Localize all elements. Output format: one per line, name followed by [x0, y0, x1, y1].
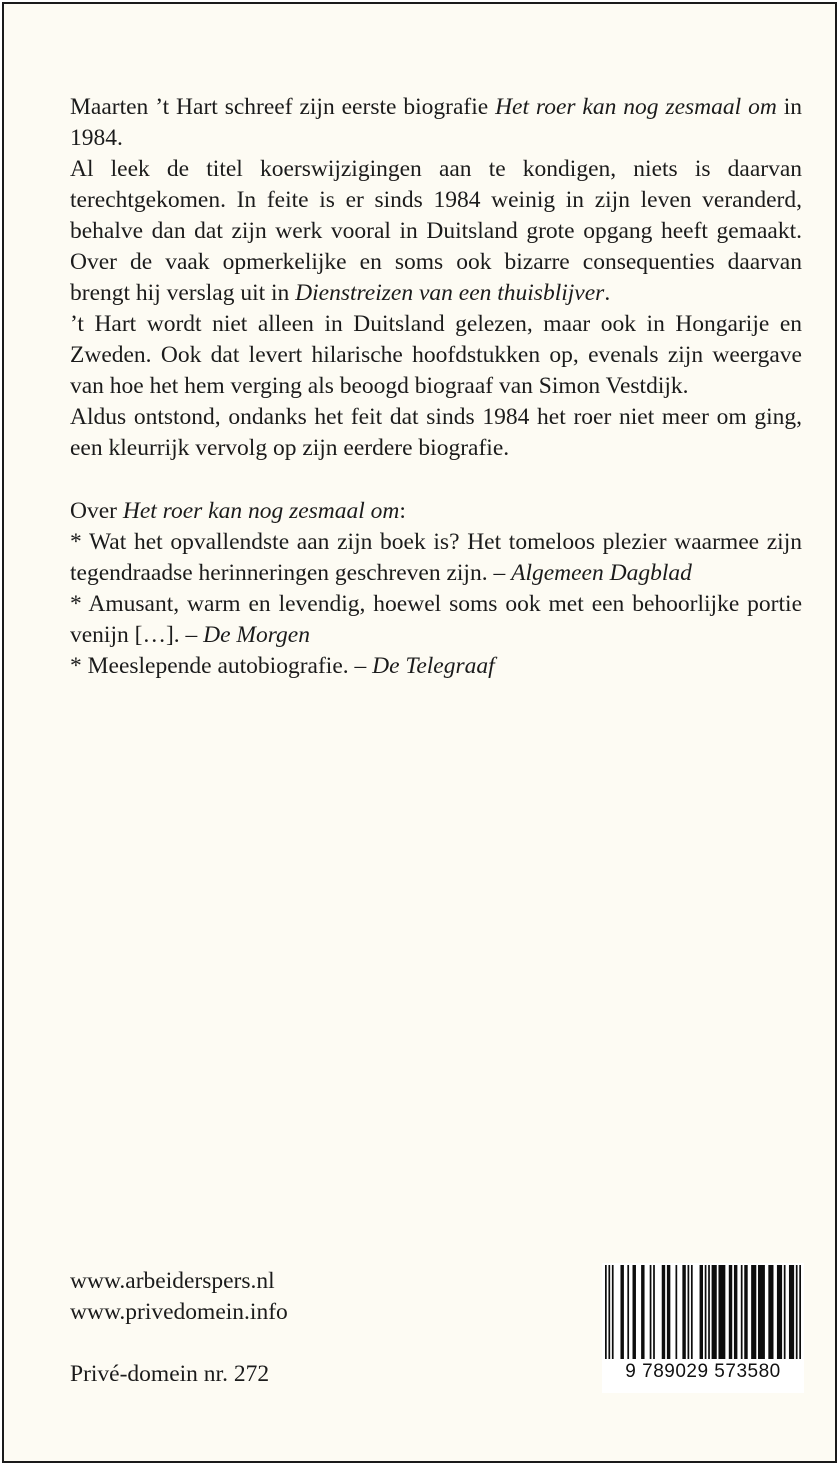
review-source: De Morgen	[203, 622, 310, 648]
reviews-intro-text: Over	[70, 498, 123, 524]
barcode-bar	[741, 1265, 743, 1359]
barcode-bar	[744, 1265, 747, 1359]
barcode-bar	[758, 1265, 765, 1359]
barcode-bar	[708, 1265, 710, 1359]
barcode-bar	[796, 1265, 798, 1359]
book-title: Het roer kan nog zesmaal om	[495, 94, 777, 120]
blurb-text-span: .	[604, 280, 611, 306]
blurb-text	[70, 92, 802, 682]
review-text: * Amusant, warm en levendig, hoewel soms ook met een behoorlijke portie venijn […]. –	[70, 591, 802, 648]
blurb-text-span: in 1984.	[70, 94, 803, 151]
barcode-bar	[729, 1265, 732, 1359]
barcode-bar	[688, 1265, 690, 1359]
isbn-barcode	[602, 1263, 804, 1393]
barcode-bar	[751, 1265, 756, 1359]
barcode-bars	[602, 1263, 804, 1363]
review-text: * Meeslepende autobiografie. –	[70, 653, 373, 679]
reviews-intro	[70, 496, 802, 527]
barcode-bar	[627, 1265, 629, 1359]
blurb-paragraph-3: ’t Hart wordt niet alleen in Duitsland gelezen, maar ook in Hongarije en Zweden. Ook dat levert hilarische hoofdstukken op, evenals zijn weergave van hoe het hem verging als beoogd biograaf van Simon Vestdijk.	[70, 311, 802, 399]
barcode-bar	[718, 1265, 725, 1359]
review-quote	[70, 527, 802, 589]
barcode-bar	[682, 1265, 685, 1359]
barcode-bar	[653, 1265, 655, 1359]
blurb-paragraph-2	[70, 154, 802, 309]
barcode-bar	[612, 1265, 614, 1359]
blurb-text-span: Al leek de titel koerswijzigingen aan te kondigen, niets is daarvan terechtgekomen. In feite is er sinds 1984 weinig in zijn leven veranderd, behalve dan dat zijn werk vooral in Duitsland grote opgang heeft gemaakt. Over de vaak opmerkelijke en soms ook bizarre consequenties daarvan brengt hij verslag uit in	[70, 156, 802, 306]
barcode-bar	[700, 1265, 703, 1359]
blurb-paragraph-4: Aldus ontstond, ondanks het feit dat sinds 1984 het roer niet meer om ging, een kleurrijk vervolg op zijn eerdere biografie.	[70, 404, 802, 461]
blurb-paragraph-1	[70, 92, 802, 154]
barcode-bar	[620, 1265, 623, 1359]
review-source: Algemeen Dagblad	[511, 560, 692, 586]
barcode-bar	[667, 1265, 670, 1359]
barcode-bar	[641, 1265, 644, 1359]
isbn-number: 9 789029 573580	[625, 1361, 781, 1382]
book-back-cover	[2, 2, 837, 1463]
paragraph-gap	[70, 464, 802, 496]
barcode-bar	[784, 1265, 786, 1359]
barcode-bar	[734, 1265, 737, 1359]
barcode-bar	[705, 1265, 707, 1359]
barcode-bar	[605, 1265, 607, 1359]
review-quote	[70, 651, 802, 682]
review-text: * Wat het opvallendste aan zijn boek is? Het tomeloos plezier waarmee zijn tegendraadse herinneringen geschreven zijn. –	[70, 529, 802, 586]
barcode-bar	[675, 1265, 677, 1359]
barcode-bar	[712, 1265, 717, 1359]
publisher-url[interactable]: www.arbeiderspers.nl	[70, 1268, 275, 1294]
barcode-bar	[799, 1265, 801, 1359]
series-url[interactable]: www.privedomein.info	[70, 1299, 288, 1325]
barcode-bar	[608, 1265, 610, 1359]
barcode-bar	[777, 1265, 782, 1359]
book-title: Het roer kan nog zesmaal om	[122, 498, 400, 524]
barcode-bar	[633, 1265, 636, 1359]
barcode-bar	[789, 1265, 794, 1359]
publisher-links	[70, 1266, 288, 1328]
barcode-bar	[691, 1265, 693, 1359]
review-source: De Telegraaf	[372, 653, 495, 679]
reviews-intro-text: :	[399, 498, 406, 524]
series-number: Privé-domein nr. 272	[70, 1361, 270, 1387]
barcode-bar	[662, 1265, 665, 1359]
review-quote	[70, 589, 802, 651]
book-title: Dienstreizen van een thuisblijver	[295, 280, 605, 306]
barcode-bar	[650, 1265, 652, 1359]
barcode-bar	[768, 1265, 773, 1359]
blurb-text-span: Maarten ’t Hart schreef zijn eerste biografie	[70, 94, 496, 120]
